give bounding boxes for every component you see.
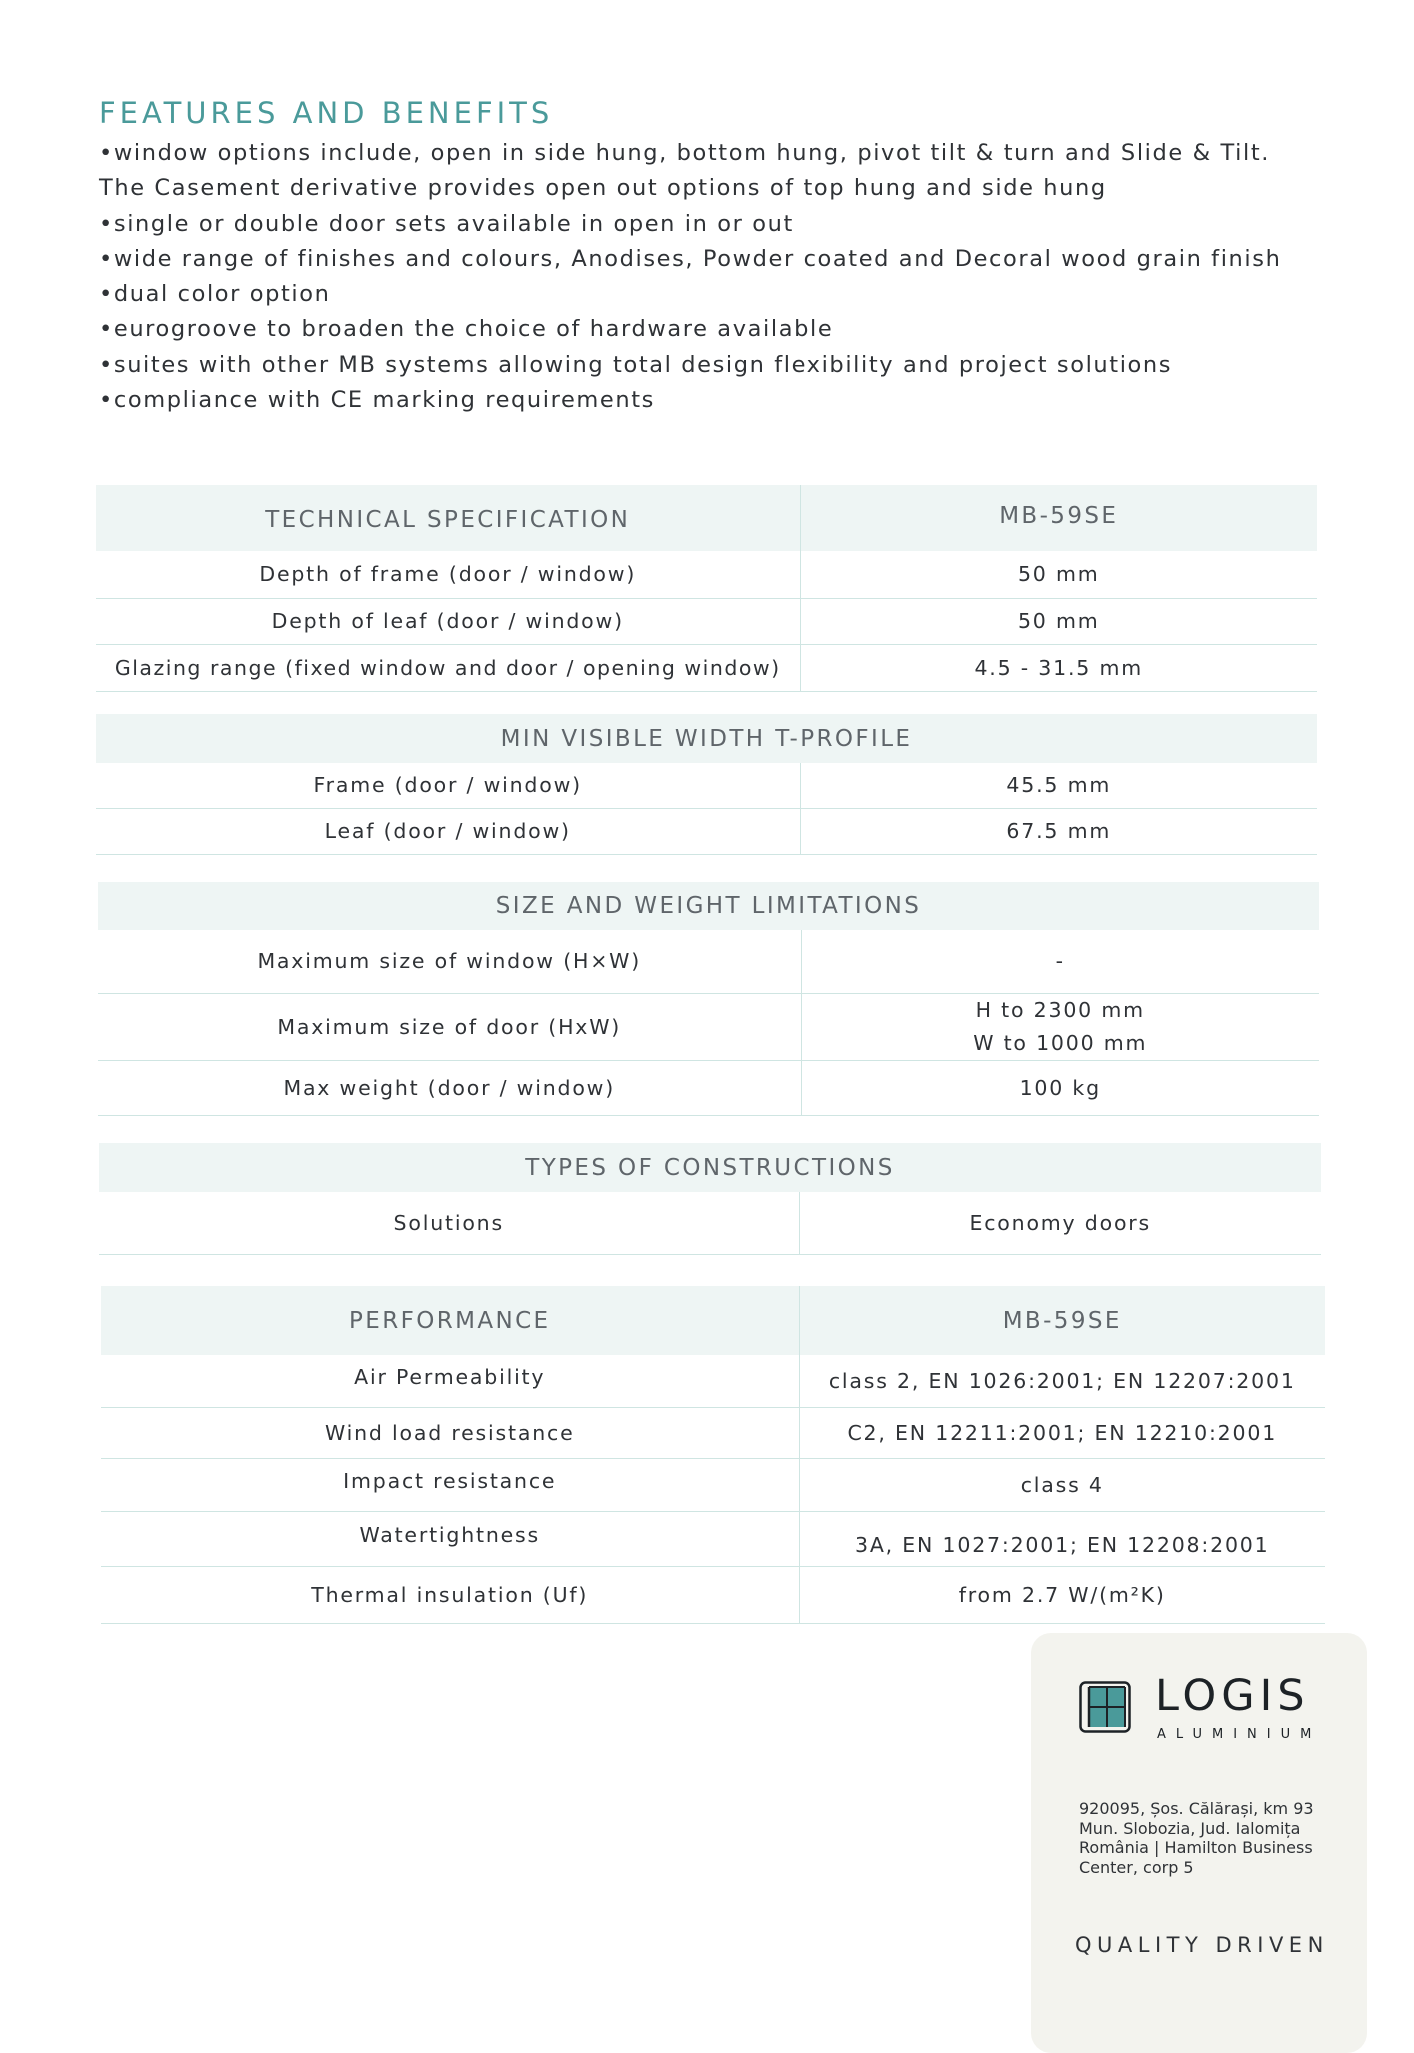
address-line: Mun. Slobozia, Jud. Ialomița xyxy=(1079,1818,1301,1838)
spec-label: Max weight (door / window) xyxy=(98,1060,801,1115)
company-address xyxy=(1079,1799,1329,1877)
feature-item: • single or double door sets available in open in or out xyxy=(99,207,1319,242)
spec-value: - xyxy=(801,930,1319,993)
spec-value: 4.5 - 31.5 mm xyxy=(800,644,1317,691)
tprofile-header: MIN VISIBLE WIDTH T-PROFILE xyxy=(96,714,1317,763)
spec-label: Glazing range (fixed window and door / opening window) xyxy=(96,644,800,691)
brand-subtitle: ALUMINIUM xyxy=(1157,1727,1322,1742)
limits-table xyxy=(98,882,1319,1116)
address-line: Center, corp 5 xyxy=(1079,1857,1194,1877)
brand-panel xyxy=(1031,1633,1367,2053)
performance-header-model: MB-59SE xyxy=(799,1286,1325,1355)
features-list xyxy=(99,136,1319,418)
spec-value-line: W to 1000 mm xyxy=(973,1030,1148,1055)
logis-logo-icon xyxy=(1079,1681,1131,1733)
address-line: 920095, Șos. Călărași, km 93 xyxy=(1079,1799,1314,1818)
spec-label: Thermal insulation (Uf) xyxy=(101,1566,799,1623)
feature-item: • eurogroove to broaden the choice of hardware available xyxy=(99,312,1319,347)
feature-item: • suites with other MB systems allowing total design flexibility and project solutions xyxy=(99,348,1319,383)
spec-value: 50 mm xyxy=(800,551,1317,598)
tprofile-table xyxy=(96,714,1317,855)
spec-value-line: H to 2300 mm xyxy=(975,997,1145,1022)
spec-value: class 2, EN 1026:2001; EN 12207:2001 xyxy=(799,1355,1325,1407)
limits-header: SIZE AND WEIGHT LIMITATIONS xyxy=(98,882,1319,930)
feature-item: • window options include, open in side hung, bottom hung, pivot tilt & turn and Slide & Tilt. The Casement derivative provides open out options of top hung and side hung xyxy=(99,136,1319,207)
spec-value: 50 mm xyxy=(800,598,1317,644)
feature-item: • dual color option xyxy=(99,277,1319,312)
address-line: România | Hamilton Business xyxy=(1079,1838,1313,1857)
spec-value: 3A, EN 1027:2001; EN 12208:2001 xyxy=(799,1511,1325,1566)
constructions-header: TYPES OF CONSTRUCTIONS xyxy=(99,1143,1321,1192)
spec-value: C2, EN 12211:2001; EN 12210:2001 xyxy=(799,1407,1325,1458)
spec-label: Depth of frame (door / window) xyxy=(96,551,800,598)
feature-item: • compliance with CE marking requirements xyxy=(99,383,1319,418)
technical-header-label: TECHNICAL SPECIFICATION xyxy=(96,485,800,551)
spec-value: 100 kg xyxy=(801,1060,1319,1115)
feature-item: • wide range of finishes and colours, Anodises, Powder coated and Decoral wood grain finish xyxy=(99,242,1319,277)
spec-label: Solutions xyxy=(99,1192,799,1254)
brand-name: LOGIS xyxy=(1155,1671,1310,1721)
spec-label: Depth of leaf (door / window) xyxy=(96,598,800,644)
performance-header-label: PERFORMANCE xyxy=(101,1286,799,1355)
spec-label: Frame (door / window) xyxy=(96,763,800,808)
brand-tagline: QUALITY DRIVEN xyxy=(1075,1933,1329,1957)
performance-table xyxy=(101,1286,1325,1624)
technical-spec-table xyxy=(96,485,1317,692)
spec-value: Economy doors xyxy=(799,1192,1321,1254)
spec-label: Wind load resistance xyxy=(101,1407,799,1458)
spec-label: Air Permeability xyxy=(101,1355,799,1407)
spec-label: Maximum size of door (HxW) xyxy=(98,993,801,1060)
spec-value: 67.5 mm xyxy=(800,808,1317,854)
constructions-table xyxy=(99,1143,1321,1255)
spec-label: Leaf (door / window) xyxy=(96,808,800,854)
spec-label: Watertightness xyxy=(101,1511,799,1566)
spec-value xyxy=(801,993,1319,1060)
spec-label: Impact resistance xyxy=(101,1458,799,1511)
spec-label: Maximum size of window (H×W) xyxy=(98,930,801,993)
technical-header-model: MB-59SE xyxy=(800,485,1317,551)
spec-value: from 2.7 W/(m²K) xyxy=(799,1566,1325,1623)
spec-value: 45.5 mm xyxy=(800,763,1317,808)
spec-value: class 4 xyxy=(799,1458,1325,1511)
features-title: FEATURES AND BENEFITS xyxy=(99,96,554,130)
